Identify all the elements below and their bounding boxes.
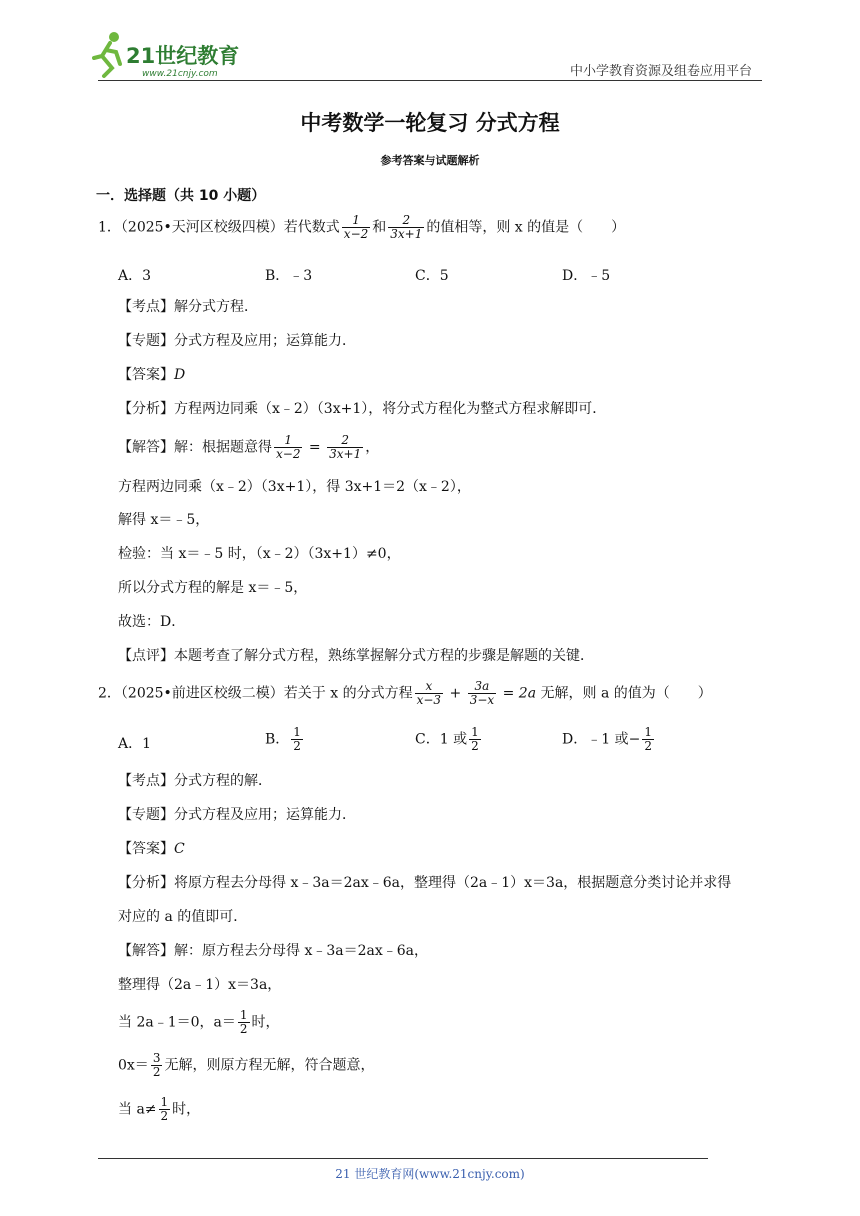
q2-jieda-4: 0x＝ $\frac{3}{2}$ 无解，则原方程无解，符合题意，: [118, 1051, 375, 1080]
q2-jieda-3: 当 2a﹣1＝0，a＝ $\frac{1}{2}$ 时，: [118, 1008, 280, 1037]
q1-step-1: 方程两边同乘（x﹣2）（3x+1），得 3x+1＝2（x﹣2），: [118, 479, 471, 495]
page-title: 中考数学一轮复习 分式方程: [300, 111, 560, 135]
q1-step-5: 故选：D．: [118, 614, 186, 630]
q2-fenxi-2: 对应的 a 的值即可．: [118, 909, 248, 925]
q1-option-b: B．﹣3: [265, 268, 313, 284]
site-name: 中小学教育资源及组卷应用平台: [569, 64, 752, 79]
q2-fenxi-1: 【分析】将原方程去分母得 x﹣3a＝2ax﹣6a，整理得（2a﹣1）x＝3a，根据题意分类讨论并求得: [118, 875, 732, 891]
q2-answer: 【答案】C: [118, 841, 185, 857]
q2-kaodian: 【考点】分式方程的解．: [118, 773, 272, 789]
q2-jieda-2: 整理得（2a﹣1）x＝3a，: [118, 977, 282, 993]
q1-dianping: 【点评】本题考查了解分式方程，熟练掌握解分式方程的步骤是解题的关键．: [118, 648, 594, 664]
q2-zhuanti: 【专题】分式方程及应用；运算能力．: [118, 807, 356, 823]
q1-step-3: 检验：当 x＝﹣5 时，（x﹣2）（3x+1）≠0，: [118, 546, 401, 562]
q2-option-b: B． $\frac{1}{2}$: [265, 725, 301, 754]
section-heading: 一．选择题（共 10 小题）: [96, 188, 266, 204]
q1-zhuanti: 【专题】分式方程及应用；运算能力．: [118, 333, 356, 349]
q2-option-a: A．1: [118, 736, 152, 752]
q1-option-d: D．﹣5: [562, 268, 611, 284]
logo-url: www.21cnjy.com: [142, 69, 218, 79]
runner-icon: [94, 32, 120, 76]
q1-option-c: C．5: [415, 268, 449, 284]
q1-fraction-2: $\frac{2}{3x+1}$: [390, 213, 423, 242]
header-divider: [98, 80, 762, 81]
q1-step-2: 解得 x＝﹣5，: [118, 512, 210, 528]
logo-text: 21世纪教育: [126, 44, 240, 68]
q2-jieda-5: 当 a≠ $\frac{1}{2}$ 时，: [118, 1095, 201, 1124]
q2-option-d: D．﹣1 或− $\frac{1}{2}$: [562, 725, 652, 754]
q1-option-a: A．3: [118, 268, 152, 284]
q1-step-4: 所以分式方程的解是 x＝﹣5，: [118, 580, 308, 596]
page-subtitle: 参考答案与试题解析: [380, 154, 480, 167]
q1-answer: 【答案】D: [118, 367, 186, 383]
q1-kaodian: 【考点】解分式方程．: [118, 299, 258, 315]
q2-stem: 2．（2025•前进区校级二模）若关于 x 的分式方程 $\frac{x}{x-3}$ + $\frac{3a}{3-x}$ = 2a 无解，则 a 的值为（ ）: [98, 679, 712, 708]
q1-jieda: 【解答】解：根据题意得 $\frac{1}{x-2}$ = $\frac{2}{3x+1}$ ，: [118, 433, 380, 462]
q1-fenxi: 【分析】方程两边同乘（x﹣2）（3x+1），将分式方程化为整式方程求解即可．: [118, 401, 607, 417]
footer-text: 21 世纪教育网(www.21cnjy.com): [335, 1167, 525, 1181]
footer-divider: [98, 1158, 708, 1159]
q1-stem: 1．（2025•天河区校级四模）若代数式 $\frac{1}{x-2}$ 和 $\frac{2}{3x+1}$ 的值相等，则 x 的值是（ ）: [98, 213, 626, 242]
q1-fraction-1: $\frac{1}{x-2}$: [343, 213, 369, 242]
site-logo: [92, 28, 262, 80]
q2-jieda-1: 【解答】解：原方程去分母得 x﹣3a＝2ax﹣6a，: [118, 943, 429, 959]
q2-option-c: C．1 或 $\frac{1}{2}$: [415, 725, 479, 754]
